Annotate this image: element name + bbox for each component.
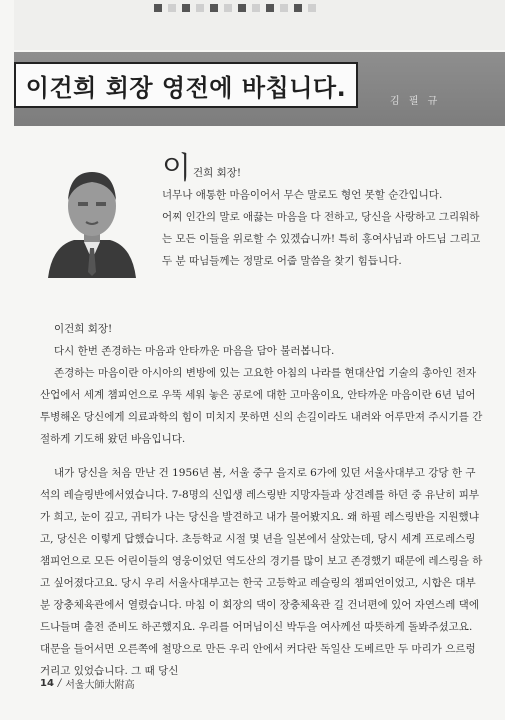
- body-address: 이건희 회장!: [54, 323, 113, 335]
- article-body: [40, 318, 485, 682]
- footer-separator: /: [57, 678, 62, 689]
- page-footer: [40, 676, 135, 691]
- publication-name: 서울大師大附高: [65, 680, 135, 691]
- intro-line-2: 너무나 애통한 마음이어서 무슨 말로도 형언 못할 순간입니다.: [162, 189, 443, 201]
- decorative-squares: [154, 4, 316, 12]
- title-box: [14, 62, 358, 108]
- intro-line-1: 이건희 회장!: [162, 151, 242, 186]
- page-number: 14: [40, 678, 54, 689]
- portrait-photo: [44, 160, 140, 278]
- drop-cap: 이: [162, 151, 191, 186]
- intro-text: [162, 151, 482, 272]
- top-strip: [14, 0, 505, 50]
- body-line: 존경하는 마음이란 아시아의 변방에 있는 고요한 아침의 나라를 현대산업 기술의 총아인 전자산업에서 세계 챔피언으로 우뚝 세워 놓은 공로에 대한 고마움이요, 안타까운 마음이란 6년 넘어 투병해온 당신에게 의료과학의 힘이 미치지 못하면 신의 손길이라도 내려와 어루만져 주시기를 간절하게 기도해 왔던 바음입니다.: [40, 367, 483, 445]
- intro-line-3: 어찌 인간의 말로 애끓는 마음을 다 전하고, 당신을 사랑하고 그리워하는 모든 이들을 위로할 수 있겠습니까! 특히 홍여사님과 아드님 그리고 두 분 따님들께는 정말로 어줍 말씀을 찾기 힘듭니다.: [162, 211, 481, 267]
- body-line: 다시 한번 존경하는 마음과 안타까운 마음을 담아 불러봅니다.: [54, 345, 335, 357]
- author-name: 김 필 규: [390, 96, 441, 107]
- body-paragraph: 내가 당신을 처음 만난 건 1956년 봄, 서울 중구 을지로 6가에 있던 서울사대부고 강당 한 구석의 레슬링반에서였습니다. 7-8명의 신입생 레스링반 지망자들과 상견례를 하던 중 유난히 피부가 희고, 눈이 깊고, 귀티가 나는 당신을 발견하고 내가 물어봤지요. 왜 하필 레스링반을 지원했냐고, 당신은 이렇게 답했습니다. 초등학교 시절 몇 년을 일본에서 살았는데, 당시 세계 프로레스링 챔피언으로 모든 어린이들의 영웅이었던 역도산의 경기를 많이 보고 존경했기 때문에 레스링을 하고 싶어졌다고요. 당시 우리 서울사대부고는 한국 고등학교 레슬링의 챔피언이었고, 시합은 대부분 장충체육관에서 열렸습니다. 마침 이 회장의 댁이 장충체육관 길 건너편에 있어 자연스레 댁에 드나들며 출전 준비도 하곤했지요. 우리를 어머님이신 박두을 여사께선 따뜻하게 돌봐주셨고요. 대문을 들어서면 오른쪽에 철망으로 만든 우리 안에서 커다란 독일산 도베르만 두 마리가 으르렁거리고 있었습니다. 그 때 당신: [40, 467, 483, 677]
- page-title: 이건희 회장 영전에 바칩니다.: [25, 73, 347, 102]
